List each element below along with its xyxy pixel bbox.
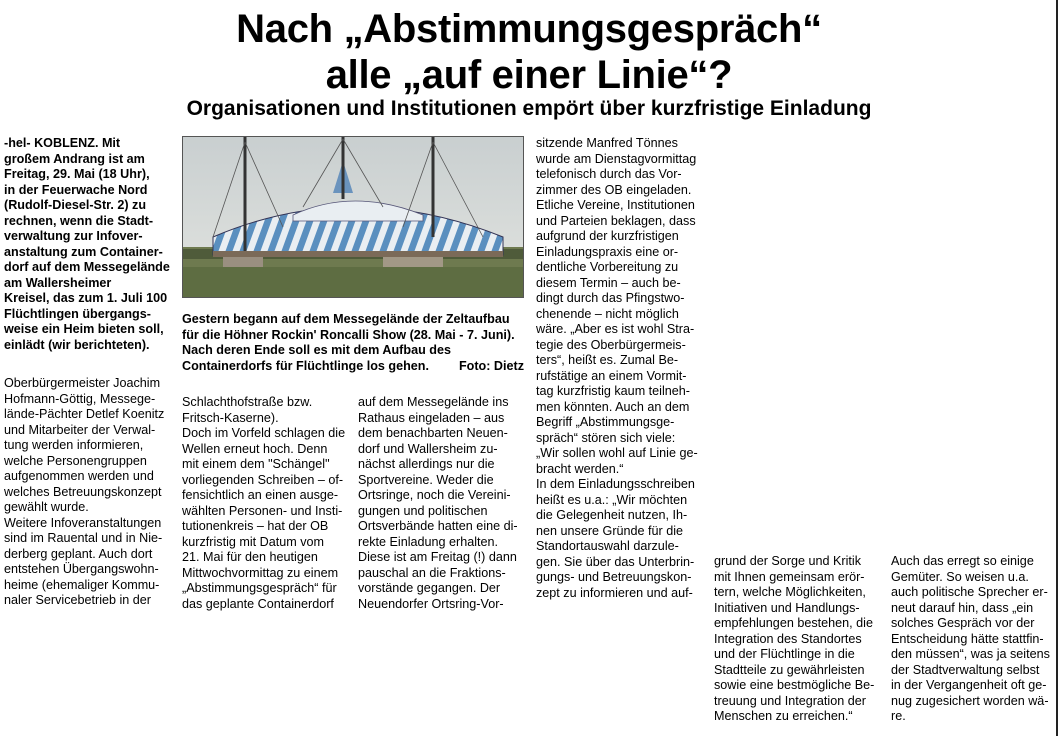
subheadline: Organisationen und Institutionen empört über kurzfristige Einladung: [186, 97, 872, 120]
text-line: zept zu informieren und auf-: [536, 585, 693, 600]
text-line: wählten Personen- und Insti-: [182, 503, 343, 518]
text-line: nug zugesichert worden wä-: [891, 693, 1049, 708]
text-line: Oberbürgermeister Joachim: [4, 376, 161, 390]
text-line: wäre. „Aber es ist wohl Stra-: [536, 322, 695, 336]
text-line: den müssen“, was ja seitens: [891, 647, 1050, 661]
headline-line-2: alle „auf einer Linie“?: [325, 53, 733, 97]
text-line: und Parteien beklagen, dass: [536, 213, 696, 228]
text-line: dingt durch das Pfingstwo-: [536, 291, 685, 305]
text-line: Freitag, 29. Mai (18 Uhr),: [4, 167, 150, 181]
article-photo: [182, 136, 524, 298]
text-line: rufstätige an einem Vormit-: [536, 368, 687, 383]
text-line: Menschen zu erreichen.“: [714, 709, 853, 723]
headline-line-1: Nach „Abstimmungsgespräch“: [236, 7, 822, 51]
text-line: anstaltung zum Container-: [4, 244, 163, 259]
text-line: kurzfristig mit Datum vom: [182, 534, 325, 549]
text-line: re.: [891, 709, 906, 723]
text-line: grund der Sorge und Kritik: [714, 554, 862, 568]
text-line: Initiativen und Handlungs-: [714, 600, 860, 615]
text-line: Fritsch-Kaserne).: [182, 410, 279, 425]
text-line: „Abstimmungsgespräch“ für: [182, 581, 337, 595]
text-line: Gemüter. So weisen u.a.: [891, 569, 1029, 584]
text-line: vorstände gegangen. Der: [358, 581, 501, 595]
text-line: Doch im Vorfeld schlagen die: [182, 426, 346, 440]
text-line: vorliegenden Schreiben – of-: [182, 472, 344, 487]
text-line: lände-Pächter Detlef Koenitz: [4, 407, 165, 421]
text-line: neut darauf hin, dass „ein: [891, 600, 1034, 615]
text-line: dorf auf dem Messegelände: [4, 260, 170, 274]
column-2-body: [182, 395, 348, 612]
text-line: bracht werden.“: [536, 461, 624, 476]
text-line: Flüchtlingen übergangs-: [4, 306, 151, 321]
text-line: rekte Einladung erhalten.: [358, 534, 499, 549]
text-line: weise ein Heim bieten soll,: [4, 322, 164, 336]
text-line: entstehen Übergangswohn-: [4, 562, 159, 576]
text-line: wurde am Dienstagvormittag: [536, 151, 697, 166]
text-line: Auch das erregt so einige: [891, 554, 1034, 568]
text-line: gen. Sie über das Unterbrin-: [536, 554, 695, 569]
text-line: mit Ihnen gemeinsam erör-: [714, 569, 865, 584]
text-line: Diese ist am Freitag (!) dann: [358, 550, 517, 564]
photo-credit: Foto: Dietz: [458, 358, 524, 373]
text-line: dentliche Vorbereitung zu: [536, 260, 679, 274]
text-line: tung werden informieren,: [4, 438, 144, 452]
text-line: Wellen erneut hoch. Denn: [182, 441, 328, 456]
text-line: tag kurzfristig kaum teilneh-: [536, 384, 690, 398]
text-line: in der Vergangenheit oft ge-: [891, 678, 1047, 692]
text-line: aufgrund der kurzfristigen: [536, 229, 679, 243]
text-line: derberg geplant. Auch dort: [4, 546, 153, 561]
text-line: telefonisch durch das Vor-: [536, 167, 682, 181]
text-line: Neuendorfer Ortsring-Vor-: [358, 596, 504, 611]
text-line: gungs- und Betreuungskon-: [536, 570, 692, 584]
text-line: und der Flüchtlinge in die: [714, 647, 855, 661]
text-line: zimmer des OB eingeladen.: [536, 182, 692, 197]
text-line: ters“, heißt es. Zumal Be-: [536, 353, 679, 367]
text-line: spräch“ stören sich viele:: [536, 430, 676, 445]
text-line: Sportvereine. Weder die: [358, 472, 494, 487]
column-3-body: [358, 395, 524, 612]
text-line: empfehlungen bestehen, die: [714, 616, 873, 630]
text-line: Stadtteile zu gewährleisten: [714, 662, 865, 677]
text-line: nen unsere Gründe für die: [536, 523, 684, 538]
text-line: Rathaus eingeladen – aus: [358, 410, 505, 425]
text-line: Hofmann-Göttig, Messege-: [4, 391, 156, 406]
text-line: diesem Termin – auch be-: [536, 275, 681, 290]
text-line: und Mitarbeiter der Verwal-: [4, 422, 156, 437]
text-line: (Rudolf-Diesel-Str. 2) zu: [4, 198, 147, 212]
photo-caption: [182, 312, 524, 374]
text-line: tern, welche Möglichkeiten,: [714, 585, 866, 599]
text-line: welche Personengruppen: [4, 453, 147, 468]
text-line: fensichtlich an einen ausge-: [182, 488, 339, 502]
text-line: der Stadtverwaltung selbst: [891, 662, 1040, 677]
text-line: treuung und Integration der: [714, 693, 866, 708]
text-line: dorf und Wallersheim zu-: [358, 441, 498, 456]
text-line: Integration des Standortes: [714, 631, 862, 646]
text-line: -hel- KOBLENZ. Mit: [4, 136, 121, 150]
text-line: welches Betreuungskonzept: [4, 484, 162, 499]
column-1-body: [4, 376, 170, 609]
text-line: Schlachthofstraße bzw.: [182, 395, 313, 409]
text-line: Etliche Vereine, Institutionen: [536, 198, 695, 212]
text-line: nächst allerdings nur die: [358, 457, 495, 471]
text-line: Begriff „Abstimmungsge-: [536, 415, 675, 429]
text-line: heißt es u.a.: „Wir möchten: [536, 492, 688, 507]
text-line: einlädt (wir berichteten).: [4, 337, 150, 352]
text-line: das geplante Containerdorf: [182, 596, 334, 611]
text-line: großem Andrang ist am: [4, 151, 145, 166]
column-5-body: [714, 554, 880, 725]
lead-paragraph: [4, 136, 170, 353]
text-line: mit einem dem "Schängel": [182, 457, 330, 471]
text-line: chenende – nicht möglich: [536, 306, 679, 321]
photo-caption-text: Gestern begann auf dem Messegelände der Zeltaufbau für die Höhner Rockin' Roncalli Show (28. Mai - 7. Juni). Nach deren Ende soll es mit dem Aufbau des Containerdorfs für Flüchtlinge los gehen.: [182, 312, 515, 373]
text-line: naler Servicebetrieb in der: [4, 593, 152, 607]
text-line: tutionenkreis – hat der OB: [182, 519, 329, 533]
text-line: Ortsringe, noch die Vereini-: [358, 488, 511, 502]
text-line: men könnten. Auch an dem: [536, 399, 690, 414]
text-line: Standortauswahl darzule-: [536, 539, 679, 553]
text-line: sitzende Manfred Tönnes: [536, 136, 678, 150]
text-line: Entscheidung hätte stattfin-: [891, 631, 1044, 646]
text-line: aufgenommen werden und: [4, 469, 154, 483]
text-line: gewählt wurde.: [4, 500, 89, 514]
text-line: Einladungspraxis eine or-: [536, 244, 679, 259]
text-line: Ortsverbände hatten eine di-: [358, 519, 518, 533]
text-line: heime (ehemaliger Kommu-: [4, 577, 160, 592]
text-line: Weitere Infoveranstaltungen: [4, 515, 162, 530]
column-6-body: [891, 554, 1054, 725]
text-line: 21. Mai für den heutigen: [182, 550, 318, 564]
text-line: die Gelegenheit nutzen, Ih-: [536, 508, 688, 522]
text-line: Mittwochvormittag zu einem: [182, 565, 339, 580]
text-line: auf dem Messegelände ins: [358, 395, 509, 409]
text-line: dem benachbarten Neuen-: [358, 426, 508, 440]
column-4-body: [536, 136, 702, 601]
text-line: solches Gespräch vor der: [891, 616, 1035, 630]
text-line: „Wir sollen wohl auf Linie ge-: [536, 446, 698, 460]
circus-tent-photo: [183, 137, 523, 297]
text-line: gungen und politischen: [358, 503, 488, 518]
text-line: in der Feuerwache Nord: [4, 182, 148, 197]
text-line: rechnen, wenn die Stadt-: [4, 213, 154, 228]
text-line: sowie eine bestmögliche Be-: [714, 678, 875, 692]
text-line: tegie des Oberbürgermeis-: [536, 337, 686, 352]
text-line: auch politische Sprecher er-: [891, 585, 1048, 599]
text-line: In dem Einladungsschreiben: [536, 477, 695, 491]
text-line: sind im Rauental und in Nie-: [4, 531, 163, 545]
text-line: pauschal an die Fraktions-: [358, 565, 506, 580]
text-line: verwaltung zur Infover-: [4, 229, 143, 243]
text-line: Kreisel, das zum 1. Juli 100: [4, 291, 168, 305]
text-line: am Wallersheimer: [4, 275, 112, 290]
